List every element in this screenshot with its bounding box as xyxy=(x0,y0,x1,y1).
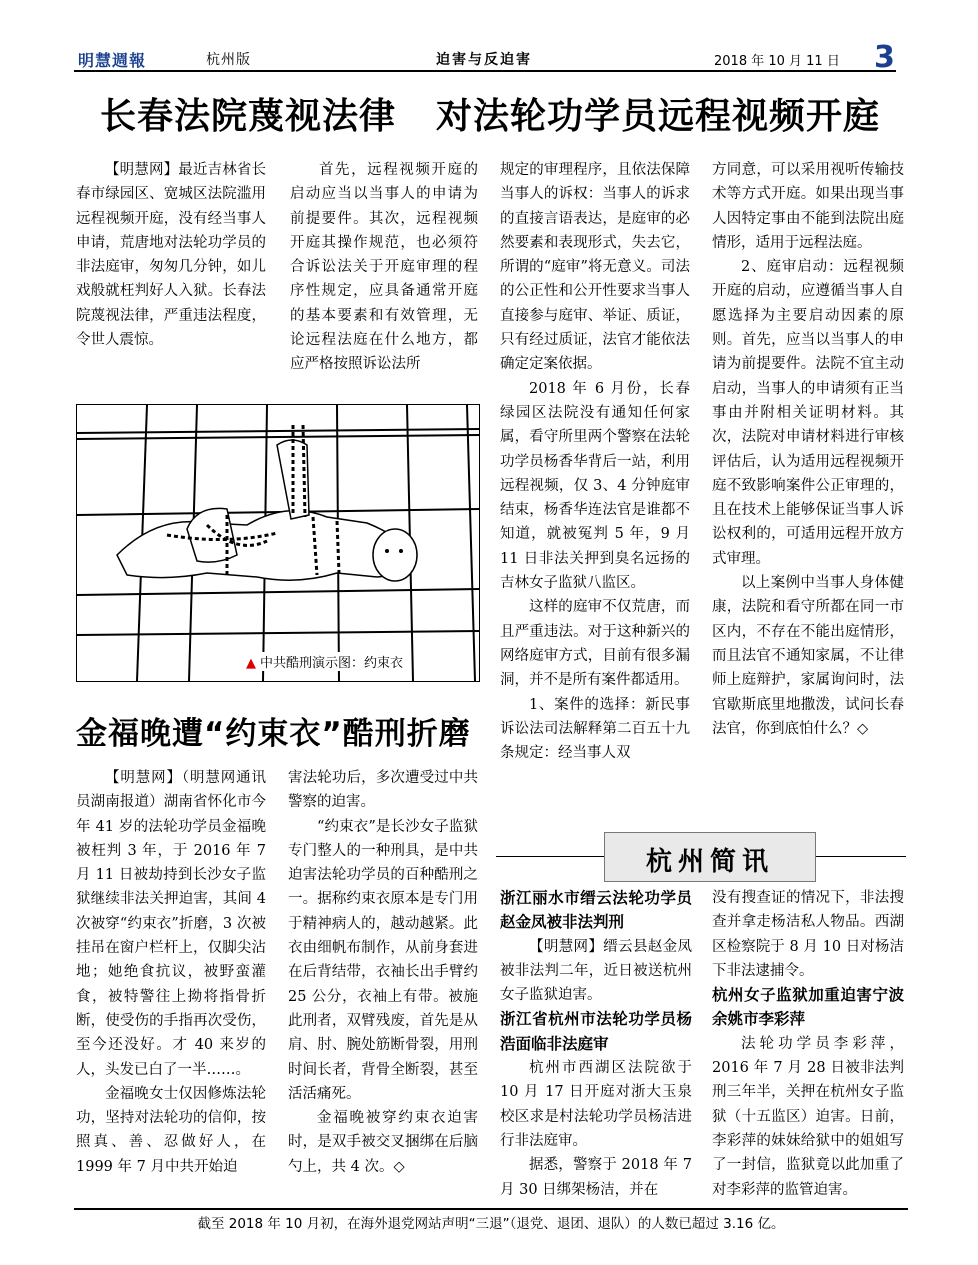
page-number: 3 xyxy=(874,40,895,75)
paragraph: 害法轮功后，多次遭受过中共警察的迫害。 xyxy=(288,770,478,811)
article2-col1 xyxy=(76,766,266,1179)
headline-part1: 长春法院蔑视法律 xyxy=(99,96,396,137)
paragraph: 以上案例中当事人身体健康，法院和看守所都在同一市区内，不存在不能出庭情形，而且法官不通知家属，不让律师上庭辩护，家属询问时，法官歇斯底里地撒泼，试问长春法官，你到底怕什么？◇ xyxy=(712,575,904,737)
edition-label: 杭州版 xyxy=(206,52,251,68)
paragraph: 2018 年 6 月份，长春绿园区法院没有通知任何家属，看守所里两个警察在法轮功学员杨香华背后一站，利用远程视频，仅 3、4 分钟庭审结束，杨香华连法官是谁都不知道，就被冤判 5 年，9 月 11 日非法关押到臭名远扬的吉林女子监狱八监区。 xyxy=(500,380,690,592)
caption-text: 中共酷刑演示图：约束衣 xyxy=(260,656,404,671)
header-rule xyxy=(74,70,896,72)
article1-col1 xyxy=(76,158,266,352)
paragraph: 【明慧网】最近吉林省长春市绿园区、宽城区法院滥用远程视频开庭，没有经当事人申请，荒唐地对法轮功学员的非法庭审，匆匆几分钟，如儿戏般就枉判好人入狱。长春法院蔑视法律，严重违法程度，令世人震惊。 xyxy=(76,162,266,349)
issue-date: 2018 年 10 月 11 日 xyxy=(714,54,840,69)
paragraph: 规定的审理程序，且依法保障当事人的诉权：当事人的诉求的直接言语表达，是庭审的必然要素和表现形式，失去它，所谓的“庭审”将无意义。司法的公正性和公开性要求当事人直接参与庭审、举证、质证，只有经过质证，法官才能依法确定定案依据。 xyxy=(500,162,690,373)
article1-col2 xyxy=(290,158,478,377)
section-name: 迫害与反迫害 xyxy=(436,52,532,68)
briefs-title-box xyxy=(604,832,816,882)
footer-notice: 截至 2018 年 10 月初，在海外退党网站声明“三退”（退党、退团、退队）的人数已超过 3.16 亿。 xyxy=(197,1216,785,1232)
brief-headline: 浙江省杭州市法轮功学员杨浩面临非法庭审 xyxy=(500,1010,692,1053)
headline-article2: 金福晚遭“约束衣”酷刑折磨 xyxy=(76,716,471,752)
brief-headline: 浙江丽水市缙云法轮功学员赵金凤被非法判刑 xyxy=(500,889,692,932)
brief-headline: 杭州女子监狱加重迫害宁波余姚市李彩萍 xyxy=(712,986,904,1029)
paragraph: 这样的庭审不仅荒唐，而且严重违法。对于这种新兴的网络庭审方式，目前有很多漏洞，并不是所有案件都适用。 xyxy=(500,599,690,689)
paragraph: 【明慧网】缙云县赵金凤被非法判二年，近日被送杭州女子监狱迫害。 xyxy=(500,938,692,1004)
paragraph: 据悉，警察于 2018 年 7 月 30 日绑架杨洁，并在 xyxy=(500,1157,692,1198)
briefs-col2 xyxy=(712,886,904,1202)
paragraph: 没有搜查证的情况下，非法搜查并拿走杨洁私人物品。西湖区检察院于 8 月 10 日对杨洁下非法逮捕令。 xyxy=(712,890,904,979)
paragraph: 杭州市西湖区法院欲于 10 月 17 日开庭对浙大玉泉校区求是村法轮功学员杨洁进行非法庭审。 xyxy=(500,1060,692,1149)
caption-marker-icon: ▲ xyxy=(246,656,256,671)
article1-col4 xyxy=(712,158,904,741)
paragraph: 金福晚女士仅因修炼法轮功，坚持对法轮功的信仰，按照真、善、忍做好人，在 1999 年 7 月中共开始迫 xyxy=(76,1085,266,1175)
headline-article1 xyxy=(60,88,920,139)
paragraph: 金福晚被穿约束衣迫害时，是双手被交叉捆绑在后脑勺上，共 4 次。◇ xyxy=(288,1110,478,1175)
paragraph: 【明慧网】（明慧网通讯员湖南报道）湖南省怀化市今年 41 岁的法轮功学员金福晚被枉判 3 年，于 2016 年 7 月 11 日被劫持到长沙女子监狱继续非法关押迫害，其间 4 次被穿“约束衣”折磨，3 次被挂吊在窗户栏杆上，仅脚尖沾地；她绝食抗议，被野蛮灌食，被特警往上拗将指骨折断，使受伤的手指再次受伤，至今还没好。才 40 来岁的人，头发已白了一半……。 xyxy=(76,770,266,1078)
article2-col2 xyxy=(288,766,478,1179)
footer-rule xyxy=(74,1208,908,1210)
paragraph: 法轮功学员李彩萍，2016 年 7 月 28 日被非法判刑三年半，关押在杭州女子监狱（十五监区）迫害。日前，李彩萍的妹妹给狱中的姐姐写了一封信，监狱竟以此加重了对李彩萍的监管迫害。 xyxy=(712,1035,904,1198)
figure-caption xyxy=(242,652,407,671)
article1-col3 xyxy=(500,158,690,765)
briefs-title: 杭州简讯 xyxy=(645,847,774,877)
headline-part2: 对法轮功学员远程视频开庭 xyxy=(436,96,881,137)
paragraph: 1、案件的选择：新民事诉讼法司法解释第二百五十九条规定：经当事人双 xyxy=(500,696,690,762)
torture-illustration xyxy=(76,404,480,682)
paragraph: “约束衣”是长沙女子监狱专门整人的一种刑具，是中共迫害法轮功学员的百种酷刑之一。据称约束衣原本是专门用于精神病人的，越动越紧。此衣由细帆布制作，从前身套进在后背结带，衣袖长出手臂约 25 公分，衣袖上有带。被施此刑者，双臂残废，首先是从肩、肘、腕处筋断骨裂，用刑时间长者，背骨全断裂，甚至活活痛死。 xyxy=(288,818,478,1102)
paragraph: 2、庭审启动：远程视频开庭的启动，应遵循当事人自愿选择为主要启动因素的原则。首先，应当以当事人的申请为前提要件。法院不宜主动启动，当事人的申请须有正当事由并附相关证明材料。其次，法院对申请材料进行审核评估后，认为适用远程视频开庭不致影响案件公正审理的，且在技术上能够保证当事人诉讼权利的，可适用远程开放方式审理。 xyxy=(712,259,904,567)
paragraph: 方同意，可以采用视听传输技术等方式开庭。如果出现当事人因特定事由不能到法院出庭情形，适用于远程法庭。 xyxy=(712,162,904,251)
briefs-col1 xyxy=(500,886,692,1202)
masthead-name: 明慧週報 xyxy=(78,51,147,70)
restraint-jacket-drawing xyxy=(77,405,479,681)
paragraph: 首先，远程视频开庭的启动应当以当事人的申请为前提要件。其次，远程视频开庭其操作规范，也必须符合诉讼法关于开庭审理的程序性规定，应具备通常开庭的基本要素和有效管理，无论远程法庭在什么地方，都应严格按照诉讼法所 xyxy=(290,162,478,373)
